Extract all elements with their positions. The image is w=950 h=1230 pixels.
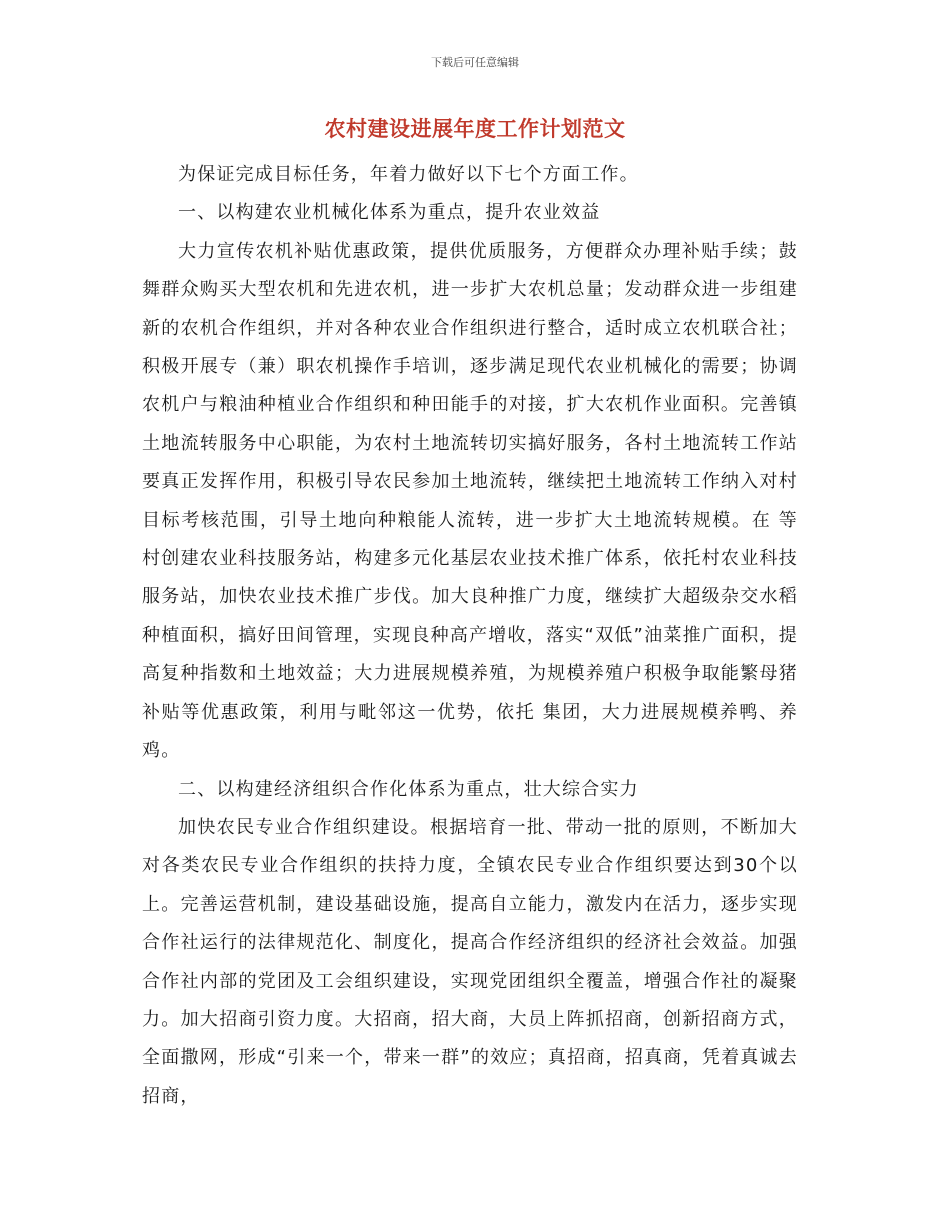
section-heading-2: 二、以构建经济组织合作化体系为重点，壮大综合实力 xyxy=(178,778,639,800)
section-2-paragraph: 加快农民专业合作组织建设。根据培育一批、带动一批的原则，不断加大对各类农民专业合作组织的扶持力度，全镇农民专业合作组织要达到30个以上。完善运营机制，建设基础设施，提高自立能力，激发内在活力，逐步实现合作社运行的法律规范化、制度化，提高合作经济组织的经济社会效益。加强合作社内部的党团及工会组织建设，实现党团组织全覆盖，增强合作社的凝聚力。加大招商引资力度。大招商，招大商，大员上阵抓招商，创新招商方式，全面撒网，形成“引来一个，带来一群”的效应；真招商，招真商，凭着真诚去招商， xyxy=(142,816,798,1107)
page-header-note: 下载后可任意编辑 xyxy=(431,56,519,69)
document-title: 农村建设进展年度工作计划范文 xyxy=(324,117,626,141)
section-heading-1: 一、以构建农业机械化体系为重点，提升农业效益 xyxy=(178,202,601,224)
intro-paragraph: 为保证完成目标任务，年着力做好以下七个方面工作。 xyxy=(178,164,639,185)
section-1-paragraph: 大力宣传农机补贴优惠政策，提供优质服务，方便群众办理补贴手续；鼓舞群众购买大型农机和先进农机，进一步扩大农机总量；发动群众进一步组建新的农机合作组织，并对各种农业合作组织进行整合，适时成立农机联合社；积极开展专（兼）职农机操作手培训，逐步满足现代农业机械化的需要；协调农机户与粮油种植业合作组织和种田能手的对接，扩大农机作业面积。完善镇土地流转服务中心职能，为农村土地流转切实搞好服务，各村土地流转工作站要真正发挥作用，积极引导农民参加土地流转，继续把土地流转工作纳入对村目标考核范围，引导土地向种粮能人流转，进一步扩大土地流转规模。在 等村创建农业科技服务站，构建多元化基层农业技术推广体系，依托村农业科技服务站，加快农业技术推广步伐。加大良种推广力度，继续扩大超级杂交水稻种植面积，搞好田间管理，实现良种高产增收，落实“双低”油菜推广面积，提高复种指数和土地效益；大力进展规模养殖，为规模养殖户积极争取能繁母猪补贴等优惠政策，利用与毗邻这一优势，依托 集团，大力进展规模养鸭、养鸡。 xyxy=(142,240,798,762)
document-body xyxy=(142,156,798,1116)
